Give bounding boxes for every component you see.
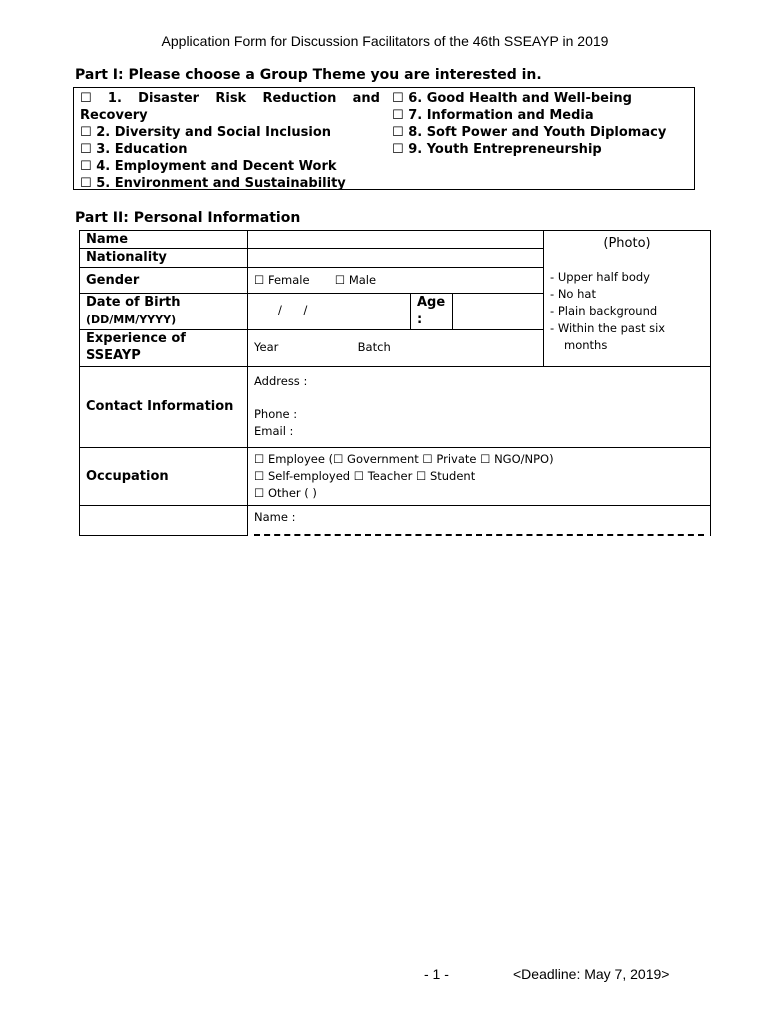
experience-batch: Batch — [357, 340, 391, 355]
experience-label: Experience of SSEAYP — [80, 329, 248, 366]
checkbox-icon: ☐ — [80, 159, 92, 174]
gender-options — [248, 267, 544, 293]
gender-male-checkbox[interactable]: ☐ Male — [334, 272, 377, 287]
photo-req-3: - Plain background — [550, 304, 658, 318]
theme-5-label: 5. Environment and Sustainability — [96, 176, 346, 191]
theme-8-checkbox[interactable] — [392, 124, 690, 141]
experience-field[interactable] — [248, 329, 544, 366]
theme-6-checkbox[interactable] — [392, 90, 690, 107]
photo-title: (Photo) — [603, 236, 651, 251]
checkbox-icon: ☐ — [392, 142, 404, 157]
theme-4-checkbox[interactable] — [80, 158, 380, 175]
theme-6-label: 6. Good Health and Well-being — [408, 91, 632, 106]
theme-2-checkbox[interactable] — [80, 124, 380, 141]
theme-9-checkbox[interactable] — [392, 141, 690, 158]
page-number: - 1 - — [424, 966, 449, 982]
photo-req-4: - Within the past six months — [550, 321, 666, 352]
form-title: Application Form for Discussion Facilitators of the 46th SSEAYP in 2019 — [161, 33, 609, 49]
theme-5-checkbox[interactable] — [80, 175, 380, 192]
checkbox-icon: ☐ — [392, 108, 404, 123]
name-field[interactable] — [248, 231, 544, 249]
theme-3-label: 3. Education — [96, 142, 188, 157]
theme-2-label: 2. Diversity and Social Inclusion — [96, 125, 332, 140]
theme-1-label: 1. Disaster Risk Reduction and Recovery — [80, 91, 380, 123]
age-label: Age : — [411, 294, 453, 330]
gender-female-checkbox[interactable]: ☐ Female — [254, 272, 310, 287]
themes-right-column — [392, 90, 690, 158]
occupation-label: Occupation — [80, 447, 248, 505]
occupation-line-3[interactable] — [254, 485, 704, 502]
checkbox-icon: ☐ — [80, 176, 92, 191]
theme-7-checkbox[interactable] — [392, 107, 690, 124]
contact-field[interactable] — [248, 366, 711, 447]
personal-info-table — [79, 230, 711, 536]
photo-box[interactable] — [544, 231, 711, 367]
extra-name-field[interactable] — [248, 505, 711, 536]
theme-3-checkbox[interactable] — [80, 141, 380, 158]
contact-address: Address : — [254, 373, 308, 388]
experience-year: Year — [254, 340, 279, 355]
dob-slashes: / / — [278, 303, 308, 318]
theme-7-label: 7. Information and Media — [408, 108, 594, 123]
theme-1-checkbox[interactable] — [80, 90, 380, 124]
gender-label: Gender — [80, 267, 248, 293]
nationality-field[interactable] — [248, 249, 544, 267]
dob-format: (DD/MM/YYYY) — [86, 313, 177, 327]
photo-req-1: - Upper half body — [550, 270, 650, 284]
occupation-line-1[interactable]: ☐ Employee (☐ Government ☐ Private ☐ NGO/NPO) — [254, 451, 554, 466]
dob-field[interactable] — [248, 294, 411, 330]
checkbox-icon: ☐ — [80, 125, 92, 140]
part2-heading: Part II: Personal Information — [75, 210, 301, 226]
occupation-field — [248, 447, 711, 505]
checkbox-icon: ☐ — [80, 91, 92, 106]
dob-label-cell — [80, 294, 248, 330]
extra-label-cell — [80, 505, 248, 536]
checkbox-icon: ☐ — [392, 91, 404, 106]
group-theme-box — [73, 87, 695, 190]
deadline-note: <Deadline: May 7, 2019> — [513, 966, 670, 982]
occupation-other-text: ☐ Other ( ) — [254, 485, 317, 500]
photo-requirements — [550, 269, 704, 354]
age-field[interactable] — [453, 294, 544, 330]
name-label: Name — [80, 231, 248, 249]
checkbox-icon: ☐ — [80, 142, 92, 157]
contact-email: Email : — [254, 423, 294, 438]
contact-phone: Phone : — [254, 406, 298, 421]
extra-name-label: Name : — [254, 509, 296, 524]
part1-heading: Part I: Please choose a Group Theme you are interested in. — [75, 67, 542, 83]
occupation-line-2[interactable]: ☐ Self-employed ☐ Teacher ☐ Student — [254, 468, 476, 483]
dashed-separator — [254, 534, 704, 536]
theme-4-label: 4. Employment and Decent Work — [96, 159, 337, 174]
dob-label: Date of Birth — [86, 295, 181, 311]
themes-left-column — [80, 90, 380, 192]
nationality-label: Nationality — [80, 249, 248, 267]
theme-8-label: 8. Soft Power and Youth Diplomacy — [408, 125, 667, 140]
photo-req-2: - No hat — [550, 287, 596, 301]
theme-9-label: 9. Youth Entrepreneurship — [408, 142, 602, 157]
contact-label: Contact Information — [80, 366, 248, 447]
checkbox-icon: ☐ — [392, 125, 404, 140]
